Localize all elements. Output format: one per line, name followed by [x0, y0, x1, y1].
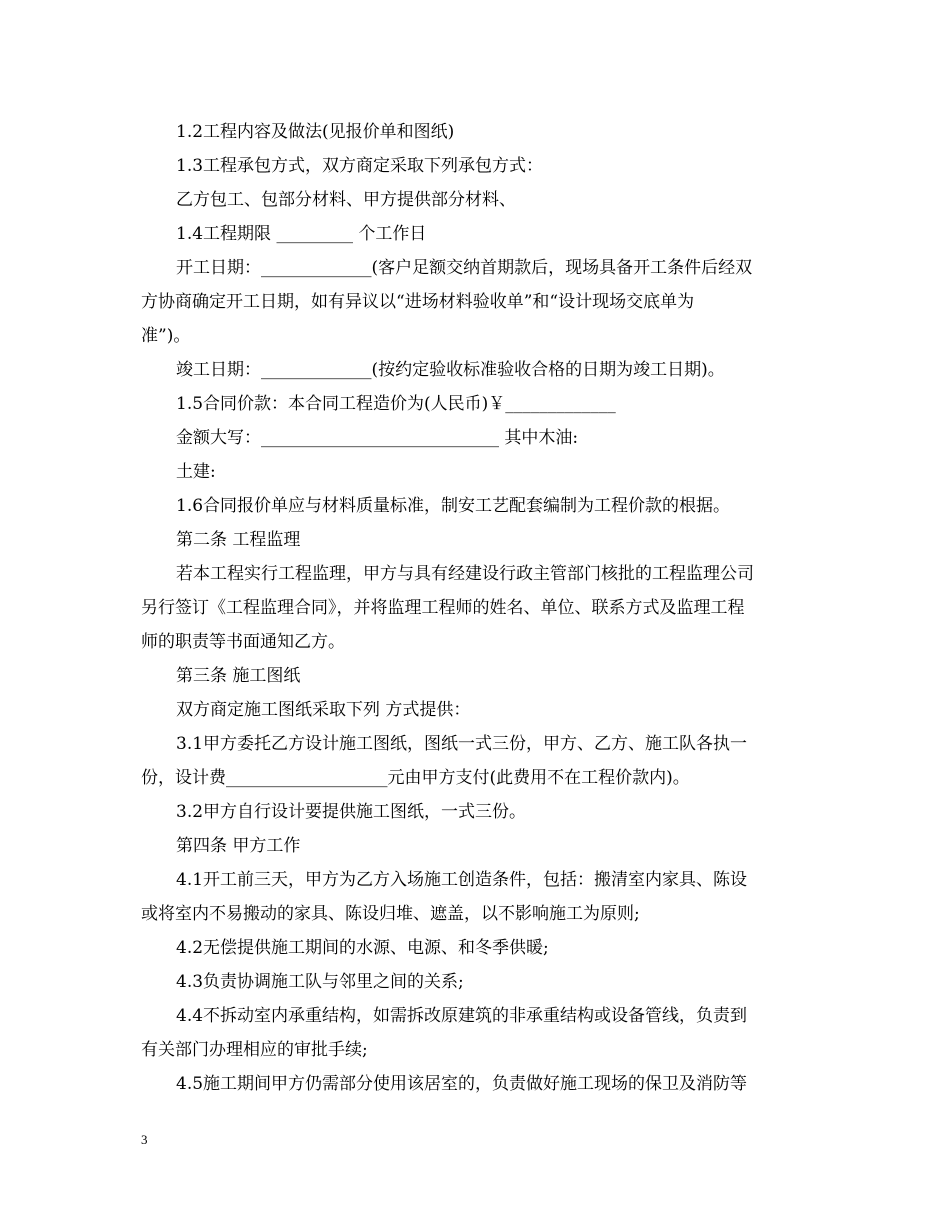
text-line: 4.1开工前三天，甲方为乙方入场施工创造条件，包括：搬清室内家具、陈设 [176, 870, 748, 890]
text-line: 4.2无偿提供施工期间的水源、电源、和冬季供暖; [176, 938, 549, 958]
text-line: 4.3负责协调施工队与邻里之间的关系; [176, 972, 464, 992]
text-line: 第三条 施工图纸 [176, 666, 301, 686]
text-line: 有关部门办理相应的审批手续; [141, 1040, 368, 1060]
text-line: 开工日期：_____________(客户足额交纳首期款后，现场具备开工条件后经双 [176, 258, 753, 278]
text-line: 双方商定施工图纸采取下列 方式提供： [176, 700, 471, 720]
text-line: 1.2工程内容及做法(见报价单和图纸) [176, 122, 455, 142]
page-number: 3 [141, 1132, 148, 1147]
text-line: 乙方包工、包部分材料、甲方提供部分材料、 [176, 190, 516, 210]
text-line: 另行签订《工程监理合同》，并将监理工程师的姓名、单位、联系方式及监理工程 [141, 598, 745, 618]
text-line: 准”)。 [141, 326, 191, 346]
text-line: 4.5施工期间甲方仍需部分使用该居室的，负责做好施工现场的保卫及消防等 [176, 1074, 748, 1094]
text-line: 1.4工程期限 _________ 个工作日 [176, 224, 427, 244]
text-line: 1.5合同价款：本合同工程造价为(人民币)￥_____________ [176, 394, 616, 414]
text-line: 1.3工程承包方式，双方商定采取下列承包方式： [176, 156, 544, 176]
text-line: 份，设计费___________________元由甲方支付(此费用不在工程价款内)。 [141, 768, 690, 788]
text-line: 1.6合同报价单应与材料质量标准，制安工艺配套编制为工程价款的根据。 [176, 496, 731, 516]
text-line: 或将室内不易搬动的家具、陈设归堆、遮盖，以不影响施工为原则; [141, 904, 640, 924]
text-line: 师的职责等书面通知乙方。 [141, 632, 345, 652]
text-line: 金额大写：____________________________ 其中木油: [176, 428, 579, 448]
text-line: 3.1甲方委托乙方设计施工图纸，图纸一式三份，甲方、乙方、施工队各执一 [176, 734, 748, 754]
text-line: 第二条 工程监理 [176, 530, 301, 550]
text-line: 若本工程实行工程监理，甲方与具有经建设行政主管部门核批的工程监理公司 [176, 564, 754, 584]
text-line: 方协商确定开工日期，如有异议以“进场材料验收单”和“设计现场交底单为 [141, 292, 695, 312]
document-body [141, 115, 821, 1101]
text-line: 4.4不拆动室内承重结构，如需拆改原建筑的非承重结构或设备管线，负责到 [176, 1006, 748, 1026]
text-line: 3.2甲方自行设计要提供施工图纸，一式三份。 [176, 802, 527, 822]
text-line: 竣工日期：_____________(按约定验收标准验收合格的日期为竣工日期)。 [176, 360, 725, 380]
text-line: 第四条 甲方工作 [176, 836, 301, 856]
text-line: 土建: [176, 462, 216, 482]
